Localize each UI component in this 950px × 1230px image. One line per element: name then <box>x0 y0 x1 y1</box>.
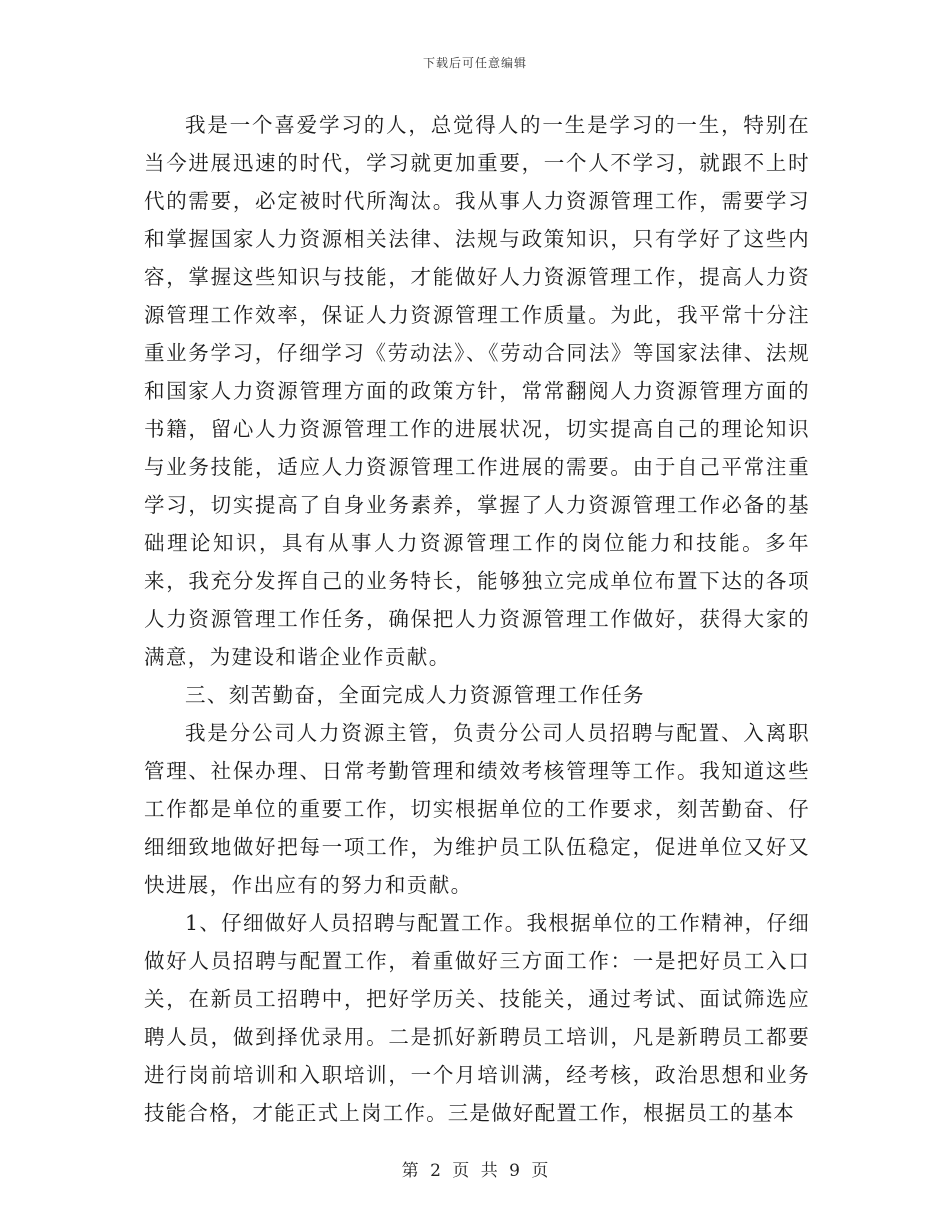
page-header-note: 下载后可任意编辑 <box>422 56 527 70</box>
section-heading-3: 三、刻苦勤奋，全面完成人力资源管理工作任务 <box>185 683 645 707</box>
page-number-footer: 第 2 页 共 9 页 <box>401 1161 549 1181</box>
body-paragraph-learning: 我是一个喜爱学习的人，总觉得人的一生是学习的一生，特别在当今进展迅速的时代，学习就更加重要，一个人不学习，就跟不上时代的需要，必定被时代所淘汰。我从事人力资源管理工作，需要学习和掌握国家人力资源相关法律、法规与政策知识，只有学好了这些内容，掌握这些知识与技能，才能做好人力资源管理工作，提高人力资源管理工作效率，保证人力资源管理工作质量。为此，我平常十分注重业务学习，仔细学习《劳动法》、《劳动合同法》等国家法律、法规和国家人力资源管理方面的政策方针，常常翻阅人力资源管理方面的书籍，留心人力资源管理工作的进展状况，切实提高自己的理论知识与业务技能，适应人力资源管理工作进展的需要。由于自己平常注重学习，切实提高了自身业务素养，掌握了人力资源管理工作必备的基础理论知识，具有从事人力资源管理工作的岗位能力和技能。多年来，我充分发挥自己的业务特长，能够独立完成单位布置下达的各项人力资源管理工作任务，确保把人力资源管理工作做好，获得大家的满意，为建设和谐企业作贡献。 <box>144 113 810 669</box>
body-paragraph-recruitment: 1、仔细做好人员招聘与配置工作。我根据单位的工作精神，仔细做好人员招聘与配置工作，着重做好三方面工作：一是把好员工入口关，在新员工招聘中，把好学历关、技能关，通过考试、面试筛选应聘人员，做到择优录用。二是抓好新聘员工培训，凡是新聘员工都要进行岗前培训和入职培训，一个月培训满，经考核，政治思想和业务技能合格，才能正式上岗工作。三是做好配置工作，根据员工的基本 <box>144 911 810 1125</box>
document-body <box>144 106 810 1132</box>
body-paragraph-role: 我是分公司人力资源主管，负责分公司人员招聘与配置、入离职管理、社保办理、日常考勤管理和绩效考核管理等工作。我知道这些工作都是单位的重要工作，切实根据单位的工作要求，刻苦勤奋、仔细细致地做好把每一项工作，为维护员工队伍稳定，促进单位又好又快进展，作出应有的努力和贡献。 <box>144 721 810 897</box>
